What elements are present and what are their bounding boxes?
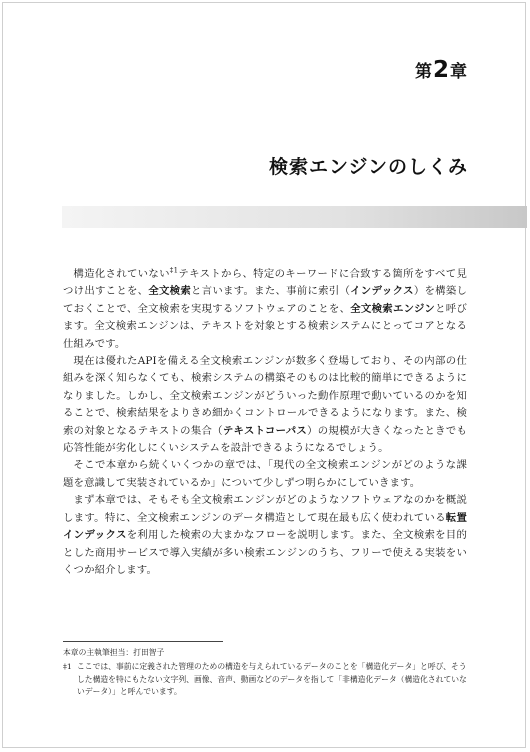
footnote-item [63, 661, 467, 698]
paragraph [63, 353, 467, 457]
text-run: 構造化されていない [73, 268, 170, 280]
footnote-ref: ‡1 [169, 266, 179, 275]
chapter-number: 2 [432, 57, 450, 83]
text-run: ）の規模が大きくなったときでも応答性能が劣化しにくいシステムを設計できるようになるでしょう。 [63, 424, 468, 455]
chapter-title: 検索エンジンのしくみ [268, 156, 468, 178]
chapter-suffix: 章 [450, 62, 468, 82]
text-run: と言います。また、事前に索引（ [191, 285, 351, 298]
footnotes [63, 647, 467, 699]
chapter-label [415, 57, 468, 83]
paragraph [63, 266, 467, 353]
footnote-mark: ‡1 [63, 662, 72, 672]
footnote-text: ここでは、事前に定義された管理のための構造を与えられているデータのことを「構造化データ」と呼び、そうした構造を特にもたない文字列、画像、音声、動画などのデータを指して「非構造化データ（構造化されていないデータ）」と呼んでいます。 [77, 662, 467, 697]
bold-term: テキストコーパス [222, 424, 308, 437]
chapter-prefix: 第 [414, 62, 433, 82]
bold-term: 全文検索 [148, 285, 191, 298]
text-run: そこで本章から続くいくつかの章では、「現代の全文検索エンジンがどのような課題を意識して実装されているか」について少しずつ明らかにしていきます。 [63, 459, 467, 489]
text-run: まず本章では、そもそも全文検索エンジンがどのようなソフトウェアなのかを概説します。特に、全文検索エンジンのデータ構造として現在最も広く使われている [63, 494, 467, 524]
title-gradient-band [62, 206, 527, 228]
text-run: を利用した検索の大まかなフローを説明します。また、全文検索を目的とした商用サービスで導入実績が多い検索エンジンのうち、フリーで使える実装をいくつか紹介します。 [63, 529, 468, 576]
bold-term: 全文検索エンジン [350, 302, 436, 315]
text-run: ）を構築しておくことで、全文検索を実現するソフトウェアのことを、 [63, 285, 468, 315]
body-text [63, 266, 467, 579]
text-run: テキストから、特定のキーワードに合致する箇所をすべて見つけ出すことを、 [63, 268, 467, 298]
text-run: 現在は優れたAPIを備える全文検索エンジンが数多く登場しており、その内部の仕組みを深く知らなくても、検索システムの構築そのものは比較的簡単にできるようになりました。しかし、全文検索エンジンがどういった動作原理で動いているのかを知ることで、検索結果をよりきめ細かくコントロールできるようになります。また、検索の対象となるテキストの集合（ [63, 355, 467, 437]
author-note: 本章の主執筆担当：打田智子 [63, 648, 165, 657]
footnote-rule [63, 641, 223, 642]
text-run: と呼びます。全文検索エンジンは、テキストを対象とする検索システムにとってコアとなる仕組みです。 [63, 302, 467, 350]
paragraph [63, 492, 467, 579]
bold-term: インデックス [350, 285, 414, 298]
paragraph [63, 457, 467, 492]
bold-term: 転置インデックス [63, 511, 467, 542]
